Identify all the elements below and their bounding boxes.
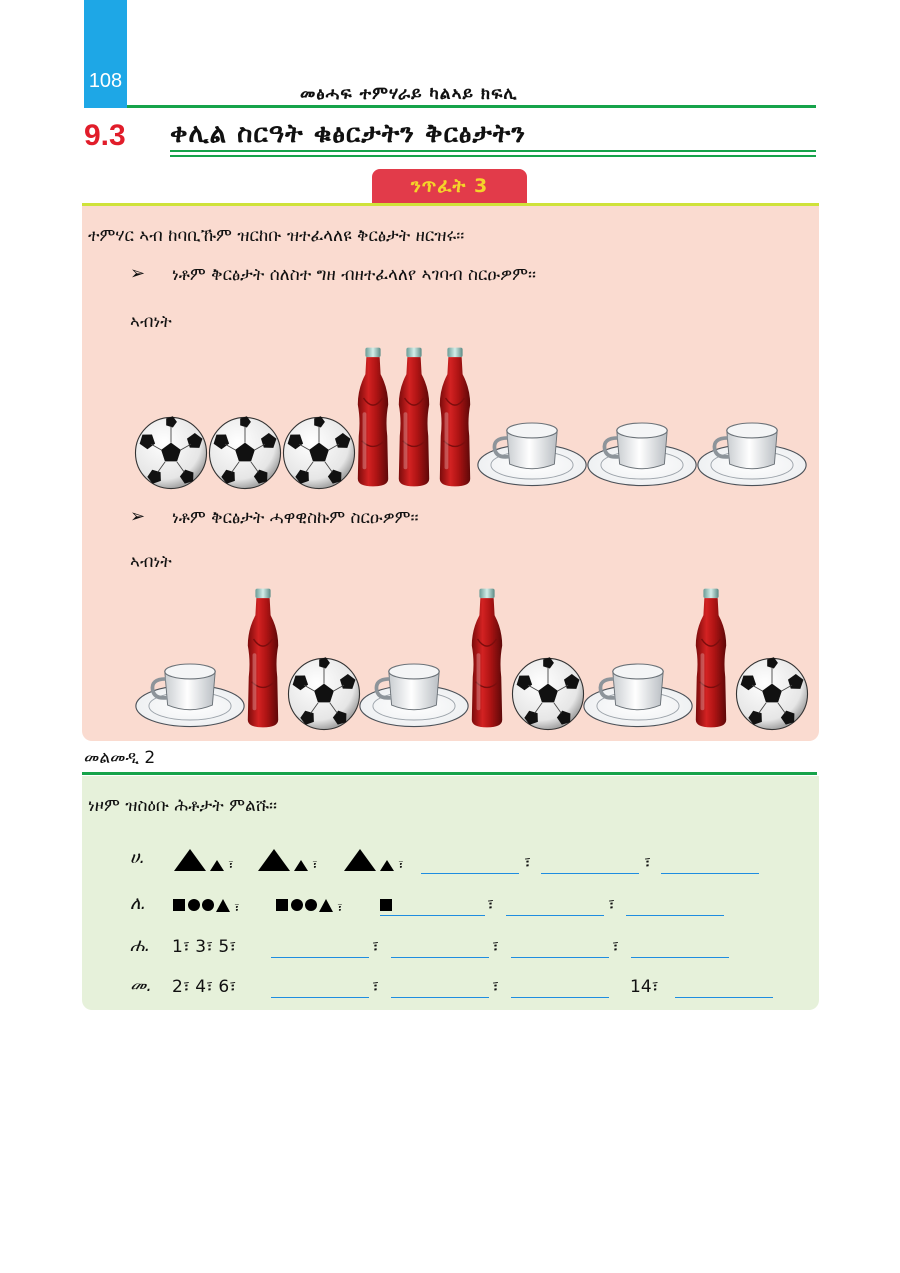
activity-item-text: ነቶም ቅርፅታት ሓዋዊስኩም ስርዑዎም፡፡ xyxy=(172,508,419,528)
cup-and-saucer-icon xyxy=(586,412,698,494)
section-title: ቀሊል ስርዓት ቁፅርታትን ቅርፅታትን xyxy=(170,119,526,149)
soda-bottle-icon xyxy=(692,585,730,735)
row-label: መ. xyxy=(130,975,152,996)
cup-and-saucer-icon xyxy=(134,653,246,735)
separator: ፣ xyxy=(524,853,531,873)
exercise-row-d xyxy=(130,975,790,1005)
exercise-row-a xyxy=(130,847,770,877)
example-label: ኣብነት xyxy=(130,552,172,572)
exercise-row-b xyxy=(130,893,770,923)
exercise-rule xyxy=(82,772,817,775)
exercise-heading: መልመዲ 2 xyxy=(84,748,156,768)
soda-bottle-icon xyxy=(395,344,433,494)
svg-text:፣: ፣ xyxy=(312,857,318,873)
fixed-value: 14፣ xyxy=(630,977,659,997)
answer-blank[interactable] xyxy=(626,915,724,916)
bullet-arrow-icon: ➢ xyxy=(130,506,146,527)
svg-text:፣: ፣ xyxy=(228,857,234,873)
soda-bottle-icon xyxy=(244,585,282,735)
row-label: ሀ. xyxy=(130,847,146,868)
example-label: ኣብነት xyxy=(130,312,172,332)
cup-and-saucer-icon xyxy=(476,412,588,494)
exercise-instruction: ነዞም ዝስዕቡ ሕቶታት ምልሹ፡፡ xyxy=(88,796,278,816)
row-label: ሐ. xyxy=(130,935,151,956)
activity-item-text: ነቶም ቅርፅታት ሰለስተ ግዘ ብዘተፈላለየ ኣገባብ ስርዑዎም፡፡ xyxy=(172,265,536,285)
svg-text:፣: ፣ xyxy=(337,900,343,916)
soda-bottle-icon xyxy=(436,344,474,494)
header-rule xyxy=(127,105,816,108)
answer-blank[interactable] xyxy=(380,915,485,916)
soccer-ball-icon xyxy=(208,416,282,494)
soda-bottle-icon xyxy=(468,585,506,735)
soccer-ball-icon xyxy=(134,416,208,494)
soccer-ball-icon xyxy=(735,657,809,735)
answer-blank[interactable] xyxy=(391,957,489,958)
triangle-sequence-icon xyxy=(172,847,422,873)
separator: ፣ xyxy=(492,937,499,957)
soccer-ball-icon xyxy=(282,416,356,494)
shape-sequence-icon xyxy=(172,893,402,917)
answer-blank[interactable] xyxy=(541,873,639,874)
activity-intro: ተምሃር ኣብ ከባቢኹም ዝርከቡ ዝተፈላለዩ ቅርፅታት ዘርዝሩ፡፡ xyxy=(88,226,465,246)
bullet-arrow-icon: ➢ xyxy=(130,263,146,284)
activity-box-rule xyxy=(82,203,819,206)
given-sequence: 2፣ 4፣ 6፣ xyxy=(172,977,237,997)
cup-and-saucer-icon xyxy=(358,653,470,735)
separator: ፣ xyxy=(487,895,494,915)
answer-blank[interactable] xyxy=(661,873,759,874)
answer-blank[interactable] xyxy=(271,957,369,958)
separator: ፣ xyxy=(372,937,379,957)
section-number: 9.3 xyxy=(84,119,126,152)
answer-blank[interactable] xyxy=(421,873,519,874)
answer-blank[interactable] xyxy=(506,915,604,916)
cup-and-saucer-icon xyxy=(696,412,808,494)
activity-tab: ንጥፈት 3 xyxy=(372,169,527,203)
separator: ፣ xyxy=(492,977,499,997)
cup-and-saucer-icon xyxy=(582,653,694,735)
pattern-row-mixed xyxy=(132,575,812,735)
soccer-ball-icon xyxy=(287,657,361,735)
section-rule xyxy=(170,155,816,157)
separator: ፣ xyxy=(372,977,379,997)
soccer-ball-icon xyxy=(511,657,585,735)
given-sequence: 1፣ 3፣ 5፣ xyxy=(172,937,237,957)
separator: ፣ xyxy=(644,853,651,873)
svg-text:፣: ፣ xyxy=(234,900,240,916)
answer-blank[interactable] xyxy=(675,997,773,998)
row-label: ለ. xyxy=(130,893,147,914)
answer-blank[interactable] xyxy=(391,997,489,998)
exercise-row-c xyxy=(130,935,770,965)
svg-text:፣: ፣ xyxy=(398,857,404,873)
running-title: መፅሓፍ ተምሃራይ ካልኣይ ክፍሊ xyxy=(300,84,518,104)
answer-blank[interactable] xyxy=(511,957,609,958)
answer-blank[interactable] xyxy=(631,957,729,958)
separator: ፣ xyxy=(612,937,619,957)
page-number: 108 xyxy=(88,70,123,92)
answer-blank[interactable] xyxy=(511,997,609,998)
separator: ፣ xyxy=(608,895,615,915)
section-rule xyxy=(170,150,816,152)
soda-bottle-icon xyxy=(354,344,392,494)
pattern-row-grouped xyxy=(132,334,812,494)
answer-blank[interactable] xyxy=(271,997,369,998)
